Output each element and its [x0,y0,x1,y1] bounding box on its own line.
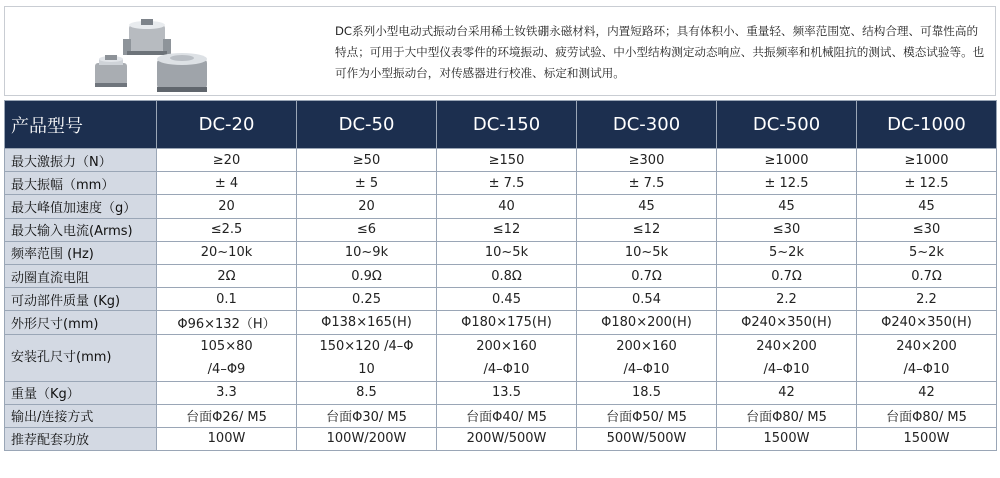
row-label: 最大峰值加速度（g） [5,195,157,218]
table-cell: 10~5k [437,241,577,264]
table-cell: 1500W [857,427,997,450]
table-cell: ≤30 [717,218,857,241]
table-cell: 3.3 [157,381,297,404]
row-label: 最大振幅（mm） [5,172,157,195]
table-cell: 42 [717,381,857,404]
table-cell: Φ240×350(H) [717,311,857,334]
table-cell: ± 12.5 [717,172,857,195]
table-cell: Φ240×350(H) [857,311,997,334]
table-cell: ≥20 [157,149,297,172]
cell-line: /4–Φ10 [763,361,810,377]
table-cell: 20~10k [157,241,297,264]
spec-table-body [5,149,997,451]
table-cell: ≤12 [437,218,577,241]
table-cell: ± 7.5 [437,172,577,195]
header-model: DC-50 [297,101,437,149]
table-cell: ± 4 [157,172,297,195]
table-row [5,311,997,334]
table-cell: 5~2k [717,241,857,264]
table-cell: 13.5 [437,381,577,404]
shaker-top-center [123,19,171,55]
shaker-large-right [157,53,207,92]
header-model: DC-20 [157,101,297,149]
table-cell: 0.7Ω [577,264,717,287]
table-cell: Φ138×165(H) [297,311,437,334]
table-cell [577,334,717,381]
table-cell: 0.1 [157,288,297,311]
table-row [5,195,997,218]
table-cell: ± 7.5 [577,172,717,195]
table-cell: 1500W [717,427,857,450]
table-cell: 20 [297,195,437,218]
row-label: 可动部件质量 (Kg) [5,288,157,311]
row-label: 最大输入电流(Arms) [5,218,157,241]
table-header-row [5,101,997,149]
vibration-shaker-product-image [93,15,213,95]
table-cell: ± 5 [297,172,437,195]
cell-line: /4–Φ10 [483,361,530,377]
table-cell: 40 [437,195,577,218]
table-row [5,149,997,172]
row-label: 频率范围 (Hz) [5,241,157,264]
cell-line: 200×160 [616,338,677,354]
table-cell: 台面Φ80/ M5 [857,404,997,427]
table-cell: 200W/500W [437,427,577,450]
table-row [5,288,997,311]
table-cell: 2.2 [717,288,857,311]
table-cell: 台面Φ80/ M5 [717,404,857,427]
table-cell: 45 [857,195,997,218]
table-cell: 台面Φ40/ M5 [437,404,577,427]
table-cell: 台面Φ50/ M5 [577,404,717,427]
table-cell [437,334,577,381]
header-model: DC-1000 [857,101,997,149]
table-row [5,381,997,404]
table-cell: ≤30 [857,218,997,241]
shaker-small-left [95,55,127,87]
cell-line: 200×160 [476,338,537,354]
cell-line: 240×200 [756,338,817,354]
table-cell: 2Ω [157,264,297,287]
row-label: 重量（Kg） [5,381,157,404]
table-cell: 500W/500W [577,427,717,450]
table-cell: ± 12.5 [857,172,997,195]
table-row [5,404,997,427]
product-description: DC系列小型电动式振动台采用稀土钕铁硼永磁材料，内置短路环；具有体积小、重量轻、频率范围宽、结构合理、可靠性高的特点；可用于大中型仪表零件的环境振动、疲劳试验、中小型结构测定动态响应、共振频率和机械阻抗的测试、模态试验等。也可作为小型振动台，对传感器进行校准、标定和测试用。 [335,24,985,80]
spec-table [4,100,997,451]
table-cell: ≤12 [577,218,717,241]
row-label: 安装孔尺寸(mm) [5,334,157,381]
table-cell: ≥1000 [857,149,997,172]
table-cell: ≥300 [577,149,717,172]
table-row [5,334,997,381]
cell-line: /4–Φ10 [903,361,950,377]
table-row [5,264,997,287]
table-cell: 0.8Ω [437,264,577,287]
table-cell: ≥1000 [717,149,857,172]
table-cell: 8.5 [297,381,437,404]
table-cell: 10~5k [577,241,717,264]
cell-line: 10 [358,361,375,377]
header-model: DC-300 [577,101,717,149]
table-cell: 台面Φ30/ M5 [297,404,437,427]
table-cell: 0.45 [437,288,577,311]
table-cell: 45 [717,195,857,218]
table-cell: 10~9k [297,241,437,264]
table-cell [857,334,997,381]
table-cell: ≤2.5 [157,218,297,241]
table-cell: Φ180×200(H) [577,311,717,334]
header-model: DC-500 [717,101,857,149]
table-cell: 0.7Ω [857,264,997,287]
row-label: 动圈直流电阻 [5,264,157,287]
table-cell: 0.25 [297,288,437,311]
table-cell: 5~2k [857,241,997,264]
table-cell: 42 [857,381,997,404]
table-cell: 台面Φ26/ M5 [157,404,297,427]
header-model: DC-150 [437,101,577,149]
table-cell: Φ96×132（H） [157,311,297,334]
table-row [5,172,997,195]
cell-line: /4–Φ10 [623,361,670,377]
table-cell: 2.2 [857,288,997,311]
table-cell: 0.7Ω [717,264,857,287]
table-cell [157,334,297,381]
table-cell: Φ180×175(H) [437,311,577,334]
row-label: 推荐配套功放 [5,427,157,450]
table-cell: 0.9Ω [297,264,437,287]
table-cell [297,334,437,381]
cell-line: /4–Φ9 [207,361,246,377]
table-cell: 20 [157,195,297,218]
cell-line: 105×80 [200,338,253,354]
row-label: 输出/连接方式 [5,404,157,427]
table-cell: ≥150 [437,149,577,172]
row-label: 最大激振力（N） [5,149,157,172]
header-model-label: 产品型号 [5,101,157,149]
table-cell: 0.54 [577,288,717,311]
cell-line: 150×120 /4–Φ [319,338,414,354]
table-cell: 100W/200W [297,427,437,450]
table-row [5,241,997,264]
table-cell: ≥50 [297,149,437,172]
table-cell: 45 [577,195,717,218]
row-label: 外形尺寸(mm) [5,311,157,334]
table-cell: 100W [157,427,297,450]
table-row [5,218,997,241]
table-row [5,427,997,450]
table-cell: ≤6 [297,218,437,241]
table-cell [717,334,857,381]
intro-panel [4,6,996,96]
cell-line: 240×200 [896,338,957,354]
table-cell: 18.5 [577,381,717,404]
